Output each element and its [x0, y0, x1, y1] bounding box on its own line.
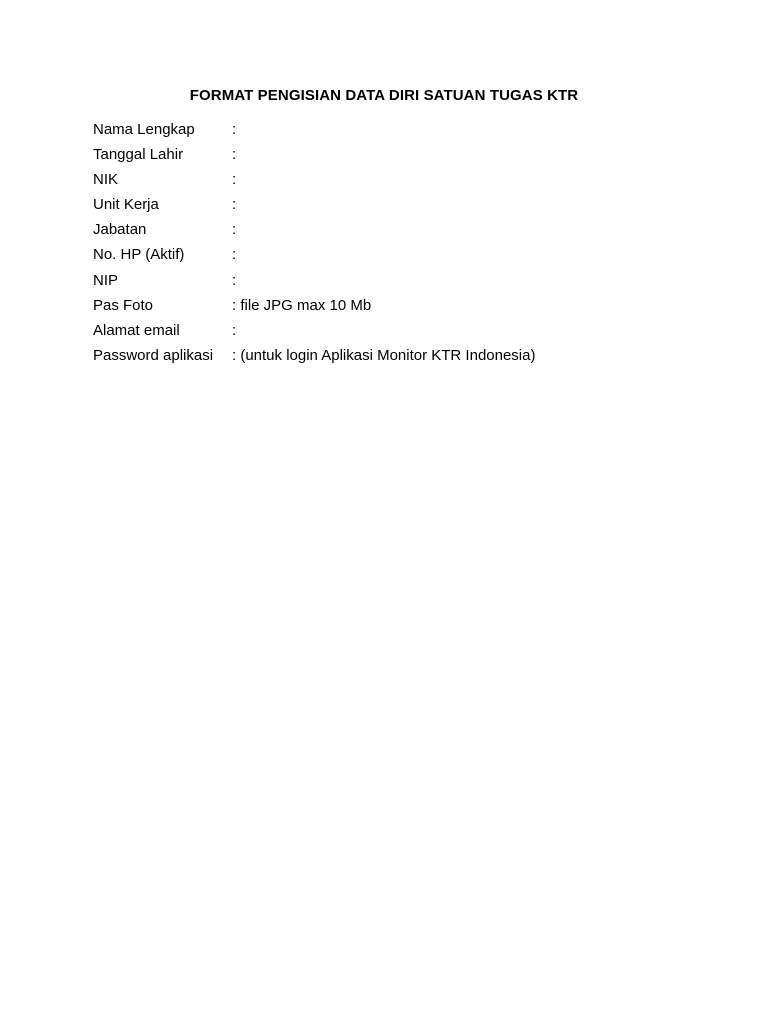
field-label: Password aplikasi: [93, 346, 214, 364]
field-label: Pas Foto: [93, 296, 154, 314]
field-value: :: [232, 321, 237, 339]
field-value: :: [232, 196, 237, 214]
field-label: Jabatan: [93, 221, 147, 239]
field-label: Alamat email: [93, 321, 180, 339]
field-value: : (untuk login Aplikasi Monitor KTR Indonesia): [232, 346, 536, 364]
field-label: No. HP (Aktif): [93, 246, 185, 264]
field-value: :: [232, 271, 237, 289]
document-title: FORMAT PENGISIAN DATA DIRI SATUAN TUGAS KTR: [189, 87, 579, 104]
field-label: Nama Lengkap: [93, 121, 195, 138]
field-label: NIK: [93, 171, 119, 189]
field-value: :: [232, 171, 237, 189]
field-value: :: [232, 246, 237, 264]
field-label: NIP: [93, 271, 119, 289]
field-value: :: [232, 121, 237, 138]
field-value: :: [232, 221, 237, 239]
field-label: Unit Kerja: [93, 196, 159, 214]
field-value: :: [232, 146, 237, 164]
field-label: Tanggal Lahir: [93, 146, 184, 164]
field-value: : file JPG max 10 Mb: [232, 296, 372, 314]
